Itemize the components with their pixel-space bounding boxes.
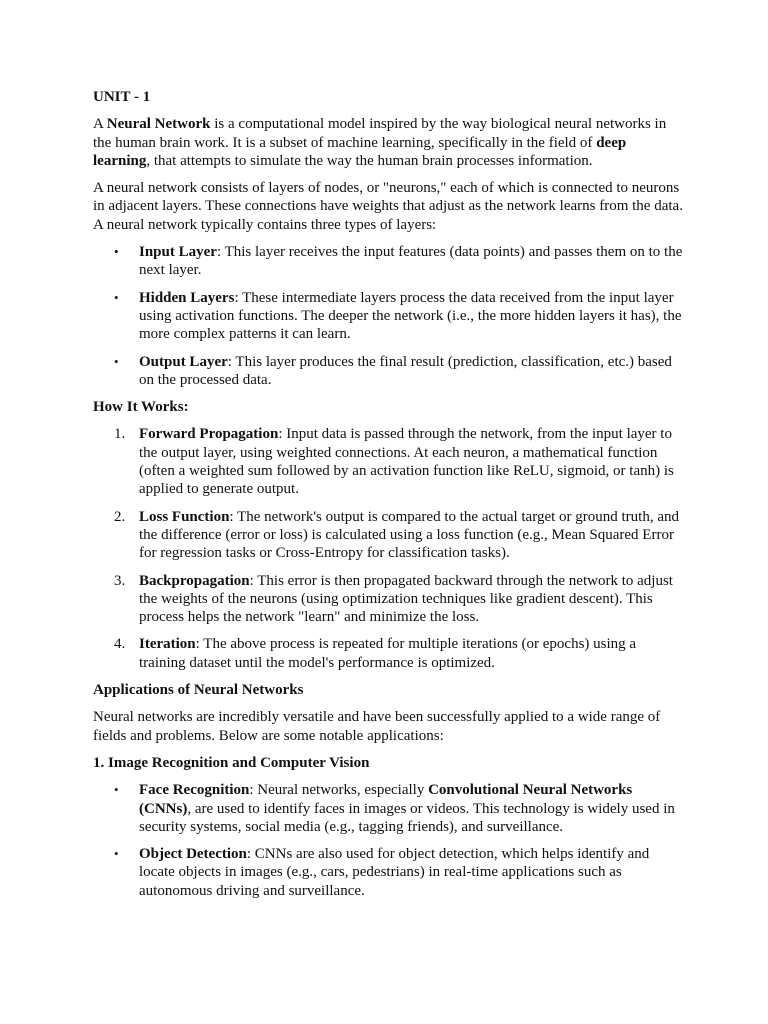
how-it-works-heading: How It Works: <box>93 399 189 416</box>
step-text: : This error is then propagated backward through the network to adjust the weights of the neurons (using optimization techniques like gradient descent). This process helps the network "learn" and minimize the loss. <box>139 572 673 626</box>
unit-title: UNIT - 1 <box>93 89 151 105</box>
list-item-term: Face Recognition <box>139 782 250 799</box>
bullet-icon: • <box>114 846 119 862</box>
list-item-text: : These intermediate layers process the data received from the input layer using activation functions. The deeper the network (i.e., the more hidden layers it has), the more complex patterns it can learn. <box>139 289 682 343</box>
layers-list <box>93 243 683 389</box>
bullet-icon: • <box>114 782 119 798</box>
step-term: Iteration <box>139 636 196 653</box>
intro-paragraph-2: A neural network consists of layers of nodes, or "neurons," each of which is connected to neurons in adjacent layers. These connections have weights that adjust as the network learns from the data. A neural network typically contains three types of layers: <box>93 180 683 233</box>
list-item-term: Hidden Layers <box>139 289 235 306</box>
intro-text: is a computational model inspired by the way biological neural networks in the human brain work. It is a subset of machine learning, specifically in the field of <box>93 116 667 151</box>
section-heading-image-recognition: 1. Image Recognition and Computer Vision <box>93 754 370 771</box>
bullet-icon: • <box>114 289 119 305</box>
intro-text: , that attempts to simulate the way the human brain processes information. <box>146 152 593 169</box>
list-item-term: Output Layer <box>139 353 228 370</box>
step-text: : Input data is passed through the network, from the input layer to the output layer, using weighted connections. At each neuron, a mathematical function (often a weighted sum followed by an activation function like ReLU, sigmoid, or tanh) is applied to generate output. <box>139 426 674 498</box>
step-term: Forward Propagation <box>139 426 279 443</box>
list-item-face-recognition <box>93 781 683 836</box>
step-iteration <box>93 635 683 672</box>
list-item-object-detection <box>93 845 683 900</box>
list-item-text: : This layer receives the input features (data points) and passes them on to the next layer. <box>139 244 683 279</box>
list-item-text: , are used to identify faces in images or videos. This technology is widely used in security systems, social media (e.g., tagging friends), and surveillance. <box>139 800 675 835</box>
step-text: : The above process is repeated for multiple iterations (or epochs) using a training dataset until the model's performance is optimized. <box>139 636 637 671</box>
how-it-works-steps <box>93 425 683 672</box>
term-neural-network: Neural Network <box>106 116 211 133</box>
list-item-hidden-layers <box>93 289 683 344</box>
term-cnn: Convolutional Neural Networks (CNNs) <box>139 782 633 817</box>
list-item-text: : This layer produces the final result (prediction, classification, etc.) based on the processed data. <box>139 353 672 388</box>
document-page <box>93 88 683 909</box>
list-item-output-layer <box>93 353 683 390</box>
step-text: : The network's output is compared to the actual target or ground truth, and the difference (error or loss) is calculated using a loss function (e.g., Mean Squared Error for regression tasks or Cross-Entropy for classification tasks). <box>139 508 679 562</box>
bullet-icon: • <box>114 244 119 260</box>
bullet-icon: • <box>114 353 119 369</box>
list-item-input-layer <box>93 243 683 280</box>
intro-text: A <box>93 116 107 133</box>
step-term: Loss Function <box>139 508 230 525</box>
step-number: 4. <box>114 636 126 653</box>
list-item-term: Input Layer <box>139 244 217 261</box>
step-loss-function <box>93 508 683 563</box>
step-term: Backpropagation <box>139 572 250 589</box>
list-item-text: : Neural networks, especially <box>249 782 429 799</box>
list-item-text: : CNNs are also used for object detection, which helps identify and locate objects in images (e.g., cars, pedestrians) in real-time applications such as autonomous driving and surveillance. <box>139 846 650 899</box>
step-backpropagation <box>93 572 683 627</box>
term-deep-learning: deep learning <box>93 134 627 169</box>
applications-intro: Neural networks are incredibly versatile and have been successfully applied to a wide range of fields and problems. Below are some notable applications: <box>93 709 661 744</box>
step-number: 1. <box>114 426 126 443</box>
step-number: 2. <box>114 508 126 525</box>
list-item-term: Object Detection <box>139 846 247 863</box>
applications-heading: Applications of Neural Networks <box>93 682 304 699</box>
intro-paragraph-1 <box>93 115 683 170</box>
step-number: 3. <box>114 572 126 589</box>
step-forward-propagation <box>93 425 683 498</box>
applications-list <box>93 781 683 900</box>
